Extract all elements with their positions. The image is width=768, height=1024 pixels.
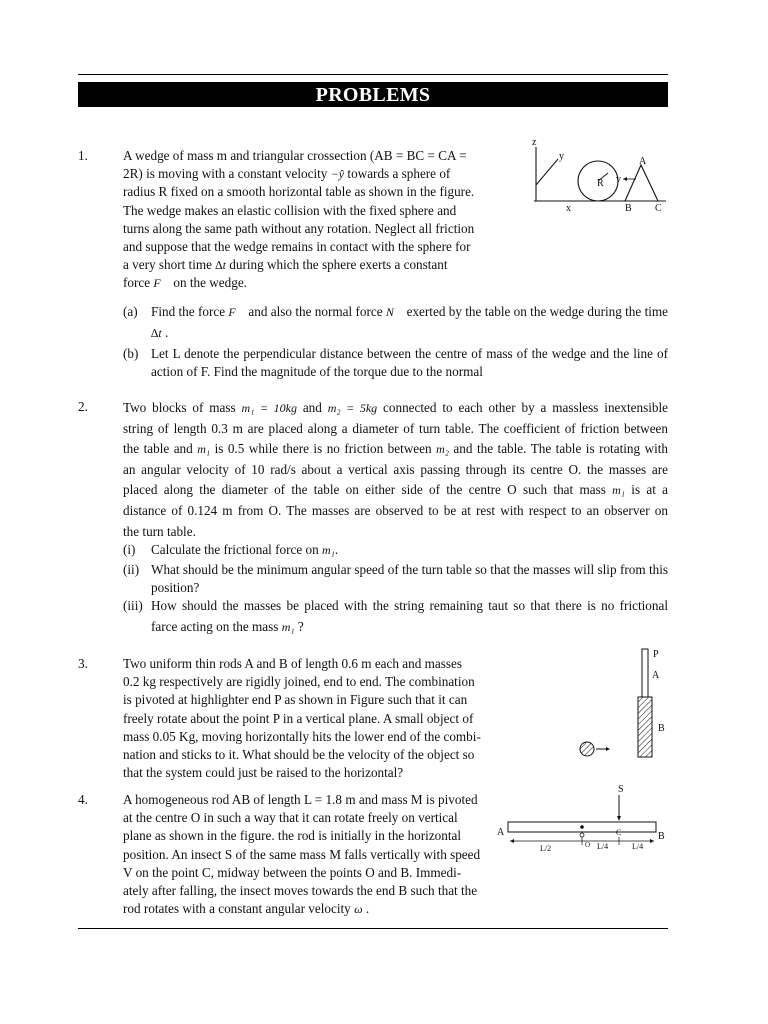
text-line: and suppose that the wedge remains in contact with the sphere for — [123, 239, 471, 255]
label-v: v — [616, 174, 621, 185]
label-B: B — [658, 831, 665, 842]
m1-symbol: m₁ — [197, 442, 211, 457]
label-A: A — [497, 827, 505, 838]
text-line: the table and m₁ is 0.5 while there is no friction between m₂ and the table. The table is rotating with — [123, 441, 669, 457]
problem-text — [123, 398, 668, 542]
problem-text — [123, 147, 486, 293]
label-x: x — [566, 203, 571, 214]
text-line: is pivoted at highlighter end P as shown in Figure such that it can — [123, 692, 468, 708]
subpart-text: Find the force F⃗ and also the normal force N⃗ exerted by the table on the wedge during the time ∆t . — [151, 304, 669, 341]
label-L-half: L/2 — [540, 844, 552, 853]
delta-t-symbol: ∆t — [215, 258, 226, 273]
subpart-text: Calculate the frictional force on m₁. — [151, 542, 339, 557]
subpart-label: (iii) — [123, 598, 143, 613]
label-S: S — [618, 784, 624, 795]
problem-text — [123, 655, 486, 782]
text-line: a very short time ∆t during which the sphere exerts a constant — [123, 257, 448, 273]
velocity-symbol: −ŷ — [330, 167, 345, 182]
text-line: at the centre O in such a way that it can rotate freely on vertical — [123, 810, 458, 826]
page-title: PROBLEMS — [78, 82, 668, 107]
text-line: A homogeneous rod AB of length L = 1.8 m and mass M is pivoted — [123, 792, 478, 807]
m1-symbol: m₁ — [612, 483, 625, 498]
text-line: 2R) is moving with a constant velocity −ŷ towards a sphere of — [123, 166, 451, 182]
label-L-quarter-2: L/4 — [632, 842, 644, 851]
label-R: R — [597, 178, 604, 189]
force-symbol: F⃗ — [228, 305, 246, 319]
label-L-quarter-1: L/4 — [597, 842, 609, 851]
label-C: C — [616, 828, 622, 837]
subpart-text: What should be the minimum angular speed of the turn table so that the masses will slip from this position? — [151, 562, 668, 596]
subpart-label: (ii) — [123, 562, 140, 577]
subpart-label: (b) — [123, 346, 139, 361]
subpart-label: (i) — [123, 542, 136, 557]
text-line: position. An insect S of the same mass M falls vertically with speed — [123, 846, 481, 862]
text-line: rod rotates with a constant angular velocity ω . — [123, 901, 370, 917]
label-B: B — [625, 203, 632, 214]
m1-equation: m₁ = 10kg — [241, 401, 297, 415]
force-symbol: F⃗ — [153, 276, 171, 291]
text-line: ately after falling, the insect moves towards the end B such that the — [123, 883, 478, 899]
text-line: an angular velocity of 10 rad/s about a vertical axis passing through its centre O. the masses are — [123, 461, 668, 477]
label-A: A — [639, 156, 647, 167]
omega-symbol: ω — [354, 902, 363, 917]
label-O: O — [585, 841, 591, 849]
problem-number: 1. — [78, 148, 88, 163]
text-line: nation and sticks to it. What should be the velocity of the object so — [123, 747, 475, 763]
text-line: string of length 0.3 m are placed along a diameter of turn table. The coefficient of friction between — [123, 420, 668, 436]
m1-symbol: m₁ — [281, 620, 295, 635]
text-line: radius R fixed on a smooth horizontal table as shown in the figure. — [123, 184, 475, 200]
text-line: turns along the same path without any rotation. Neglect all friction — [123, 220, 475, 236]
m2-equation: m₂ = 5kg — [327, 401, 378, 415]
m1-symbol: m₁ — [322, 543, 335, 557]
problem-number: 4. — [78, 792, 88, 807]
label-A: A — [652, 670, 660, 681]
delta-t-symbol: ∆t — [151, 326, 162, 341]
subpart-text: Let L denote the perpendicular distance between the centre of mass of the wedge and the line of action of F. Find the magnitude of the torque due to the normal — [151, 346, 668, 380]
normal-force-symbol: N⃗ — [385, 305, 404, 319]
problem-number: 3. — [78, 656, 88, 671]
text-line: The wedge makes an elastic collision with the fixed sphere and — [123, 202, 457, 218]
text-line: 0.2 kg respectively are rigidly joined, end to end. The combination — [123, 674, 475, 690]
rod-insect-figure — [496, 785, 676, 860]
label-C: C — [655, 203, 662, 214]
rod-pivot-figure — [572, 649, 672, 769]
label-z: z — [532, 137, 537, 148]
bottom-rule — [78, 928, 668, 929]
text-line: that the system could just be raised to the horizontal? — [123, 765, 404, 781]
problem-text — [123, 791, 486, 918]
subpart-text: How should the masses be placed with the string remaining taut so that there is no frictional farce acting on the mass m₁ ? — [151, 598, 668, 635]
label-P: P — [653, 649, 659, 660]
text-line: A wedge of mass m and triangular crossection (AB = BC = CA = — [123, 148, 467, 163]
text-line: mass 0.05 Kg, moving horizontally hits the lower end of the combi- — [123, 728, 481, 744]
text-line: the turn table. — [123, 523, 196, 539]
top-rule — [78, 74, 668, 75]
text-line: placed along the diameter of the table on either side of the centre O such that mass m₁ is at a — [123, 482, 669, 498]
text-line: freely rotate about the point P in a vertical plane. A small object of — [123, 710, 474, 726]
wedge-sphere-figure — [528, 137, 673, 216]
label-B: B — [658, 723, 665, 734]
text-line: Two blocks of mass m₁ = 10kg and m₂ = 5kg connected to each other by a massless inextensible — [123, 400, 669, 415]
subpart-label: (a) — [123, 304, 138, 319]
text-line: V on the point C, midway between the points O and B. Immedi- — [123, 864, 462, 880]
text-line: Two uniform thin rods A and B of length 0.6 m each and masses — [123, 656, 462, 671]
label-y: y — [559, 151, 564, 162]
problem-number: 2. — [78, 399, 88, 414]
m2-symbol: m₂ — [436, 442, 449, 457]
text-line: plane as shown in the figure. the rod is initially in the horizontal — [123, 828, 462, 844]
text-line: force F⃗ on the wedge. — [123, 275, 247, 291]
text-line: distance of 0.124 m from O. The masses are observed to be at rest with respect to an observer on — [123, 502, 668, 518]
